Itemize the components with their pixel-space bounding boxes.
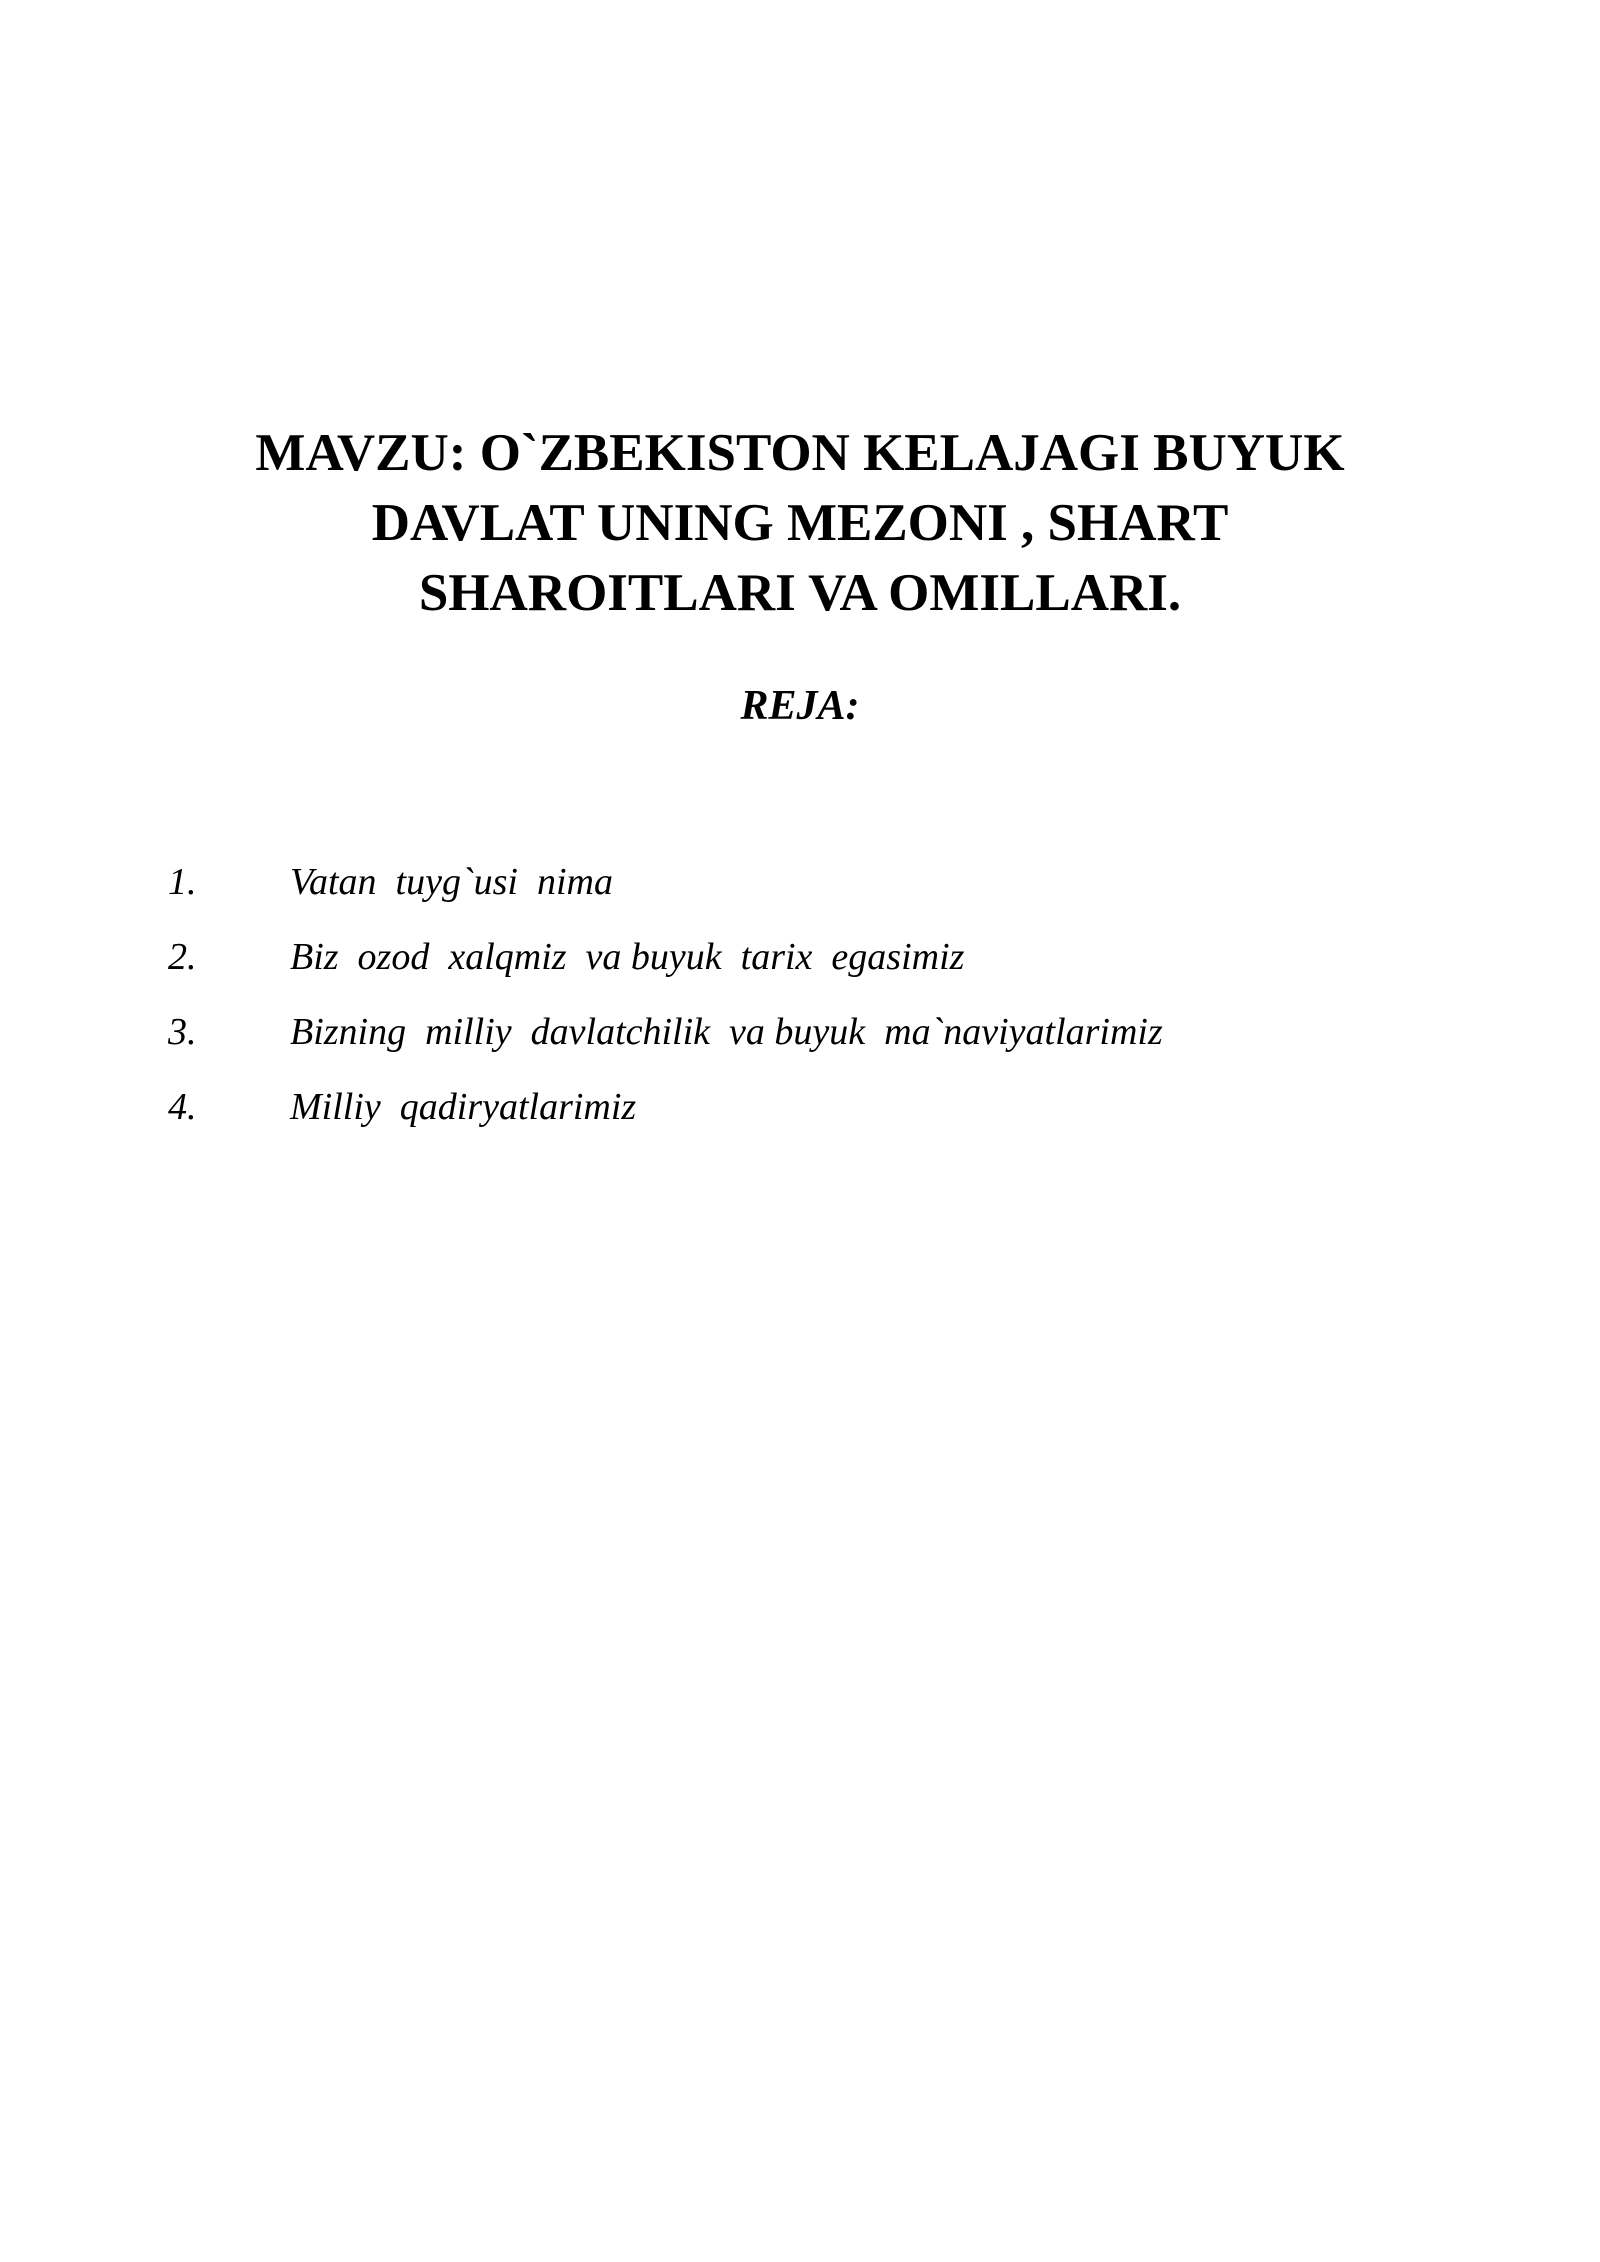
- list-item: [168, 1083, 1428, 1158]
- list-item-number: 3.: [168, 1011, 197, 1053]
- list-item-text: Milliy qadiryatlarimiz: [290, 1086, 637, 1128]
- list-item-text: Bizning milliy davlatchilik va buyuk ma`naviyatlarimiz: [290, 1011, 1163, 1053]
- list-item: [168, 858, 1428, 933]
- list-item-text: Biz ozod xalqmiz va buyuk tarix egasimiz: [290, 936, 965, 978]
- list-item-number: 1.: [168, 861, 197, 903]
- list-item: [168, 933, 1428, 1008]
- list-item-number: 2.: [168, 936, 197, 978]
- plan-list: [168, 858, 1428, 1158]
- title-line-1: MAVZU: O`ZBEKISTON KELAJAGI BUYUK: [255, 424, 1345, 482]
- list-item-number: 4.: [168, 1086, 197, 1128]
- list-item: [168, 1008, 1428, 1083]
- plan-heading: REJA:: [740, 683, 860, 729]
- title-line-3: SHAROITLARI VA OMILLARI.: [418, 564, 1182, 622]
- title-line-2: DAVLAT UNING MEZONI , SHART: [371, 494, 1229, 552]
- list-item-text: Vatan tuyg`usi nima: [290, 861, 613, 903]
- page-title: [160, 418, 1440, 628]
